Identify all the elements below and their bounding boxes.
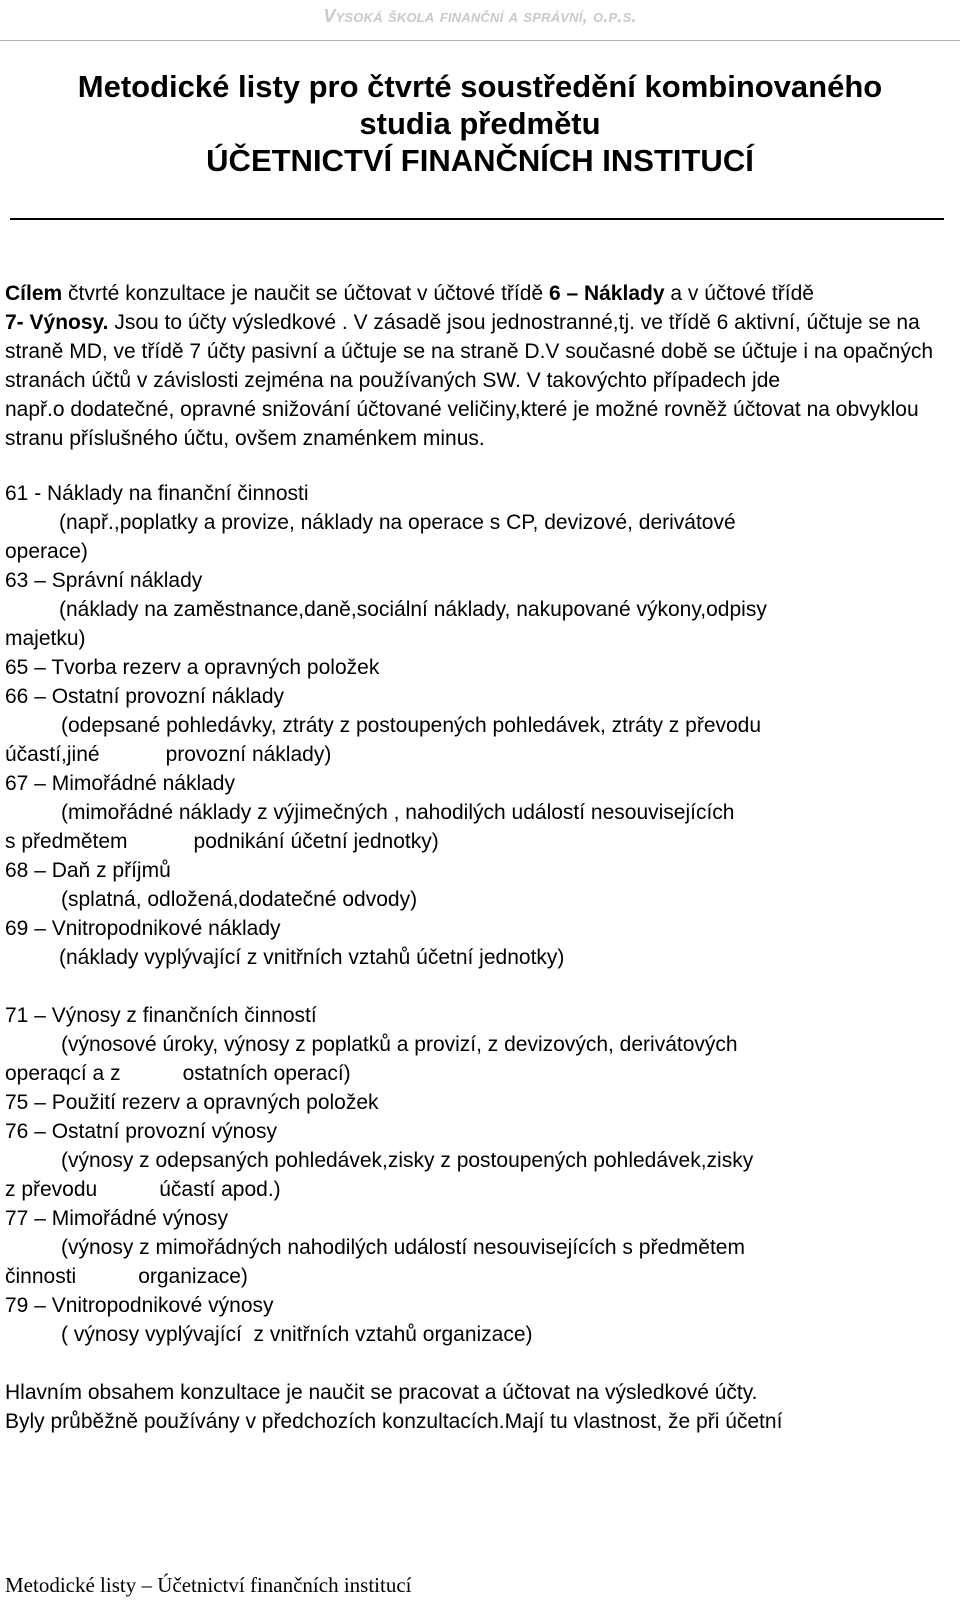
cost-68-head: 68 – Daň z příjmů: [5, 859, 171, 882]
intro-text-2: a v účtové třídě: [664, 282, 814, 305]
title-line-1: Metodické listy pro čtvrté soustředění kombinovaného: [77, 69, 883, 104]
intro-revenues-class: 7- Výnosy.: [5, 311, 109, 334]
cost-65-head: 65 – Tvorba rezerv a opravných položek: [5, 656, 380, 679]
intro-costs-class: 6 – Náklady: [548, 282, 665, 305]
revenue-77-detail-b1: činnosti: [5, 1265, 77, 1288]
cost-61-head: 61 - Náklady na finanční činnosti: [5, 482, 309, 505]
intro-text-4: např.o dodatečné, opravné snižování účtované veličiny,které je možné rovněž účtovat na obvyklou stranu příslušného účtu, ovšem znaménkem minus.: [5, 398, 919, 450]
revenue-71-head: 71 – Výnosy z finančních činností: [5, 1004, 317, 1027]
cost-66-detail: (odepsané pohledávky, ztráty z postoupených pohledávek, ztráty z převodu: [61, 714, 762, 737]
revenue-71-detail: (výnosové úroky, výnosy z poplatků a provizí, z devizových, derivátových: [61, 1033, 738, 1056]
cost-63-detail-cont: majetku): [5, 627, 86, 650]
header-divider: [0, 40, 960, 41]
revenue-76-head: 76 – Ostatní provozní výnosy: [5, 1120, 277, 1143]
cost-67-head: 67 – Mimořádné náklady: [5, 772, 235, 795]
cost-63-detail: (náklady na zaměstnance,daně,sociální náklady, nakupované výkony,odpisy: [59, 598, 767, 621]
revenue-77-detail: (výnosy z mimořádných nahodilých událostí nesouvisejících s předmětem: [61, 1236, 745, 1259]
cost-66-head: 66 – Ostatní provozní náklady: [5, 685, 284, 708]
cost-67-detail-b2: podnikání účetní jednotky): [193, 830, 439, 853]
document-body: [5, 279, 940, 1436]
title-line-3: ÚČETNICTVÍ FINANČNÍCH INSTITUCÍ: [206, 143, 754, 178]
revenue-76-detail: (výnosy z odepsaných pohledávek,zisky z postoupených pohledávek,zisky: [61, 1149, 754, 1172]
document-title: [0, 68, 960, 179]
title-divider: [10, 218, 944, 220]
revenue-75-head: 75 – Použití rezerv a opravných položek: [5, 1091, 379, 1114]
cost-61-detail: (např.,poplatky a provize, náklady na operace s CP, devizové, derivátové: [59, 511, 736, 534]
intro-text-1: čtvrté konzultace je naučit se účtovat v účtové třídě: [62, 282, 549, 305]
revenue-71-detail-cont: [5, 1059, 940, 1088]
cost-66-detail-b1: účastí,jiné: [5, 743, 100, 766]
closing-line-2: Byly průběžně používány v předchozích konzultacích.Mají tu vlastnost, že při účetní: [5, 1410, 783, 1433]
title-line-2: studia předmětu: [359, 106, 601, 141]
cost-67-detail-b1: s předmětem: [5, 830, 128, 853]
revenue-77-detail-cont: [5, 1262, 940, 1291]
cost-66-detail-b2: provozní náklady): [165, 743, 332, 766]
page-footer: Metodické listy – Účetnictví finančních institucí: [5, 1573, 412, 1597]
closing-line-1: Hlavním obsahem konzultace je naučit se pracovat a účtovat na výsledkové účty.: [5, 1381, 758, 1404]
intro-paragraph: [5, 279, 940, 453]
cost-67-detail: (mimořádné náklady z výjimečných , nahodilých událostí nesouvisejících: [61, 801, 735, 824]
revenue-77-detail-b2: organizace): [138, 1265, 248, 1288]
cost-63-head: 63 – Správní náklady: [5, 569, 203, 592]
revenue-76-detail-cont: [5, 1175, 940, 1204]
intro-goal-label: Cílem: [5, 282, 63, 305]
cost-61-detail-cont: operace): [5, 540, 88, 563]
school-header: Vysoká škola finanční a správní, o.p.s.: [323, 6, 637, 26]
cost-69-head: 69 – Vnitropodnikové náklady: [5, 917, 281, 940]
revenue-79-detail: ( výnosy vyplývající z vnitřních vztahů organizace): [61, 1323, 533, 1346]
cost-69-detail: (náklady vyplývající z vnitřních vztahů účetní jednotky): [59, 946, 565, 969]
cost-66-detail-cont: [5, 740, 940, 769]
cost-68-detail: (splatná, odložená,dodatečné odvody): [61, 888, 418, 911]
revenue-79-head: 79 – Vnitropodnikové výnosy: [5, 1294, 274, 1317]
intro-text-3: Jsou to účty výsledkové . V zásadě jsou jednostranné,tj. ve třídě 6 aktivní, účtuje se na straně MD, ve třídě 7 účty pasivní a účtuje se na straně D.V současné době se účtuje i na opačných stranách účtů v závislosti zejména na používaných SW. V takovýchto případech jde: [5, 311, 934, 392]
revenue-71-detail-b1: operaqcí a z: [5, 1062, 121, 1085]
revenue-76-detail-b2: účastí apod.): [159, 1178, 281, 1201]
cost-67-detail-cont: [5, 827, 940, 856]
revenue-76-detail-b1: z převodu: [5, 1178, 98, 1201]
revenue-77-head: 77 – Mimořádné výnosy: [5, 1207, 228, 1230]
revenue-71-detail-b2: ostatních operací): [182, 1062, 351, 1085]
